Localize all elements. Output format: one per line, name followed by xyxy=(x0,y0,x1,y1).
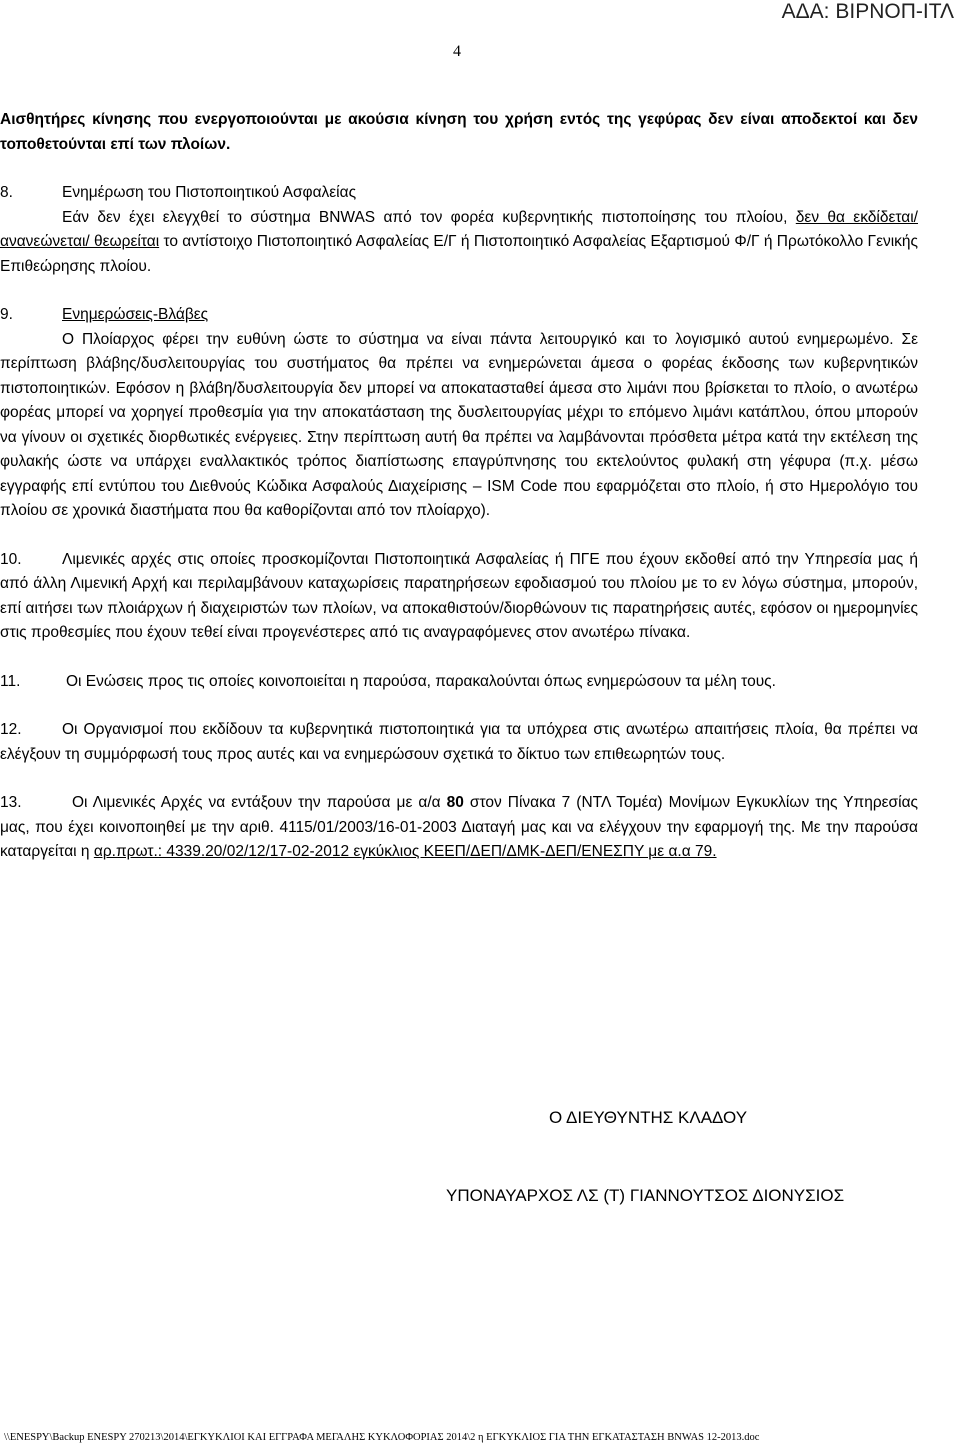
section-12-number: 12. xyxy=(0,721,22,738)
revoked-circular-reference: αρ.πρωτ.: 4339.20/02/12/17-02-2012 εγκύκλιος ΚΕΕΠ/ΔΕΠ/ΔΜΚ-ΔΕΠ/ΕΝΕΣΠΥ με α.α 79. xyxy=(93,843,717,860)
section-9-title: Ενημερώσεις-Βλάβες xyxy=(62,306,209,323)
section-11-number: 11. xyxy=(0,672,21,690)
section-10 xyxy=(0,548,918,646)
section-10-number: 10. xyxy=(0,550,22,568)
section-13-number: 13. xyxy=(0,794,22,811)
section-8-number: 8. xyxy=(0,184,13,201)
signature-name: ΥΠΟΝΑΥΑΡΧΟΣ ΛΣ (Τ) ΓΙΑΝΝΟΥΤΣΟΣ ΔΙΟΝΥΣΙΟΣ xyxy=(446,1186,845,1205)
signature-title: Ο ΔΙΕΥΘΥΝΤΗΣ ΚΛΑΔΟΥ xyxy=(549,1108,748,1127)
circular-aa-number: 80 xyxy=(446,794,464,811)
section-9 xyxy=(0,303,918,524)
section-8 xyxy=(0,181,918,279)
section-8-text: Εάν δεν έχει ελεγχθεί το σύστημα BNWAS από τον φορέα κυβερνητικής πιστοποίησης του πλοίου, δεν θα εκδίδεται/ ανανεώνεται/ θεωρείται το αντίστοιχο Πιστοποιητικό Ασφαλείας Ε/Γ ή Πιστοποιητικό Ασφαλείας Εξαρτισμού Φ/Γ ή Πρωτόκολλο Γενικής Επιθεώρησης πλοίου. xyxy=(0,208,919,275)
section-11 xyxy=(0,670,918,695)
section-10-text: Λιμενικές αρχές στις οποίες προσκομίζονται Πιστοποιητικά Ασφαλείας ή ΠΓΕ που έχουν εκδοθεί από την Υπηρεσία μας ή από άλλη Λιμενική Αρχή και περιλαμβάνουν καταχωρίσεις παρατηρήσεων εφοδιασμού του πλοίου με το εν λόγω σύστημα, μπορούν, επί αιτήσει των πλοιάρχων ή διαχειριστών των πλοίων, να αποκαθιστούν/διορθώνουν τις παρατηρήσεις αυτές, εφόσον οι ημερομηνίες στις προθεσμίες που έχουν τεθεί είναι προγενέστερες από τις αναγραφόμενες στον ανωτέρω πίνακα. xyxy=(0,550,918,641)
ada-code: ΑΔΑ: ΒΙΡΝΟΠ-ΙΤΛ xyxy=(781,0,954,23)
intro-paragraph: Αισθητήρες κίνησης που ενεργοποιούνται με ακούσια κίνηση του χρήση εντός της γεφύρας δεν είναι αποδεκτοί και δεν τοποθετούνται επί των πλοίων. xyxy=(0,111,918,153)
page-number: 4 xyxy=(453,43,461,60)
footer-file-path: \\ENESPY\Backup ENESPY 270213\2014\ΕΓΚΥΚΛΙΟΙ ΚΑΙ ΕΓΓΡΑΦΑ ΜΕΓΑΛΗΣ ΚΥΚΛΟΦΟΡΙΑΣ 2014\2 η ΕΓΚΥΚΛΙΟΣ ΓΙΑ ΤΗΝ ΕΓΚΑΤΑΣΤΑΣΗ BNWAS 12-2013.doc xyxy=(4,1432,760,1443)
section-9-number: 9. xyxy=(0,306,13,323)
document-body xyxy=(0,108,918,865)
section-13: 13. Οι Λιμενικές Αρχές να εντάξουν την παρούσα με α/α 80 στον Πίνακα 7 (ΝΤΛ Τομέα) Μονίμων Εγκυκλίων της Υπηρεσίας μας, που έχει κοινοποιηθεί με την αριθ. 4115/01/2003/16-01-2003 Διαταγή μας και να ελέγχουν την εφαρμογή της. Με την παρούσα καταργείται η αρ.πρωτ.: 4339.20/02/12/17-02-2012 εγκύκλιος ΚΕΕΠ/ΔΕΠ/ΔΜΚ-ΔΕΠ/ΕΝΕΣΠΥ με α.α 79. xyxy=(0,791,918,865)
section-11-text: Οι Ενώσεις προς τις οποίες κοινοποιείται η παρούσα, παρακαλούνται όπως ενημερώσουν τα μέλη τους. xyxy=(66,672,776,690)
section-8-title: Ενημέρωση του Πιστοποιητικού Ασφαλείας xyxy=(62,184,357,201)
section-9-text: Ο Πλοίαρχος φέρει την ευθύνη ώστε το σύστημα να είναι πάντα λειτουργικό και το λογισμικό αυτού ενημερωμένο. Σε περίπτωση βλάβης/δυσλειτουργίας του συστήματος θα πρέπει να ενημερώνεται άμεσα ο φορέας έκδοσης των κυβερνητικών πιστοποιητικών. Εφόσον η βλάβη/δυσλειτουργία δεν μπορεί να αποκατασταθεί άμεσα στο λιμάνι που βρίσκεται το πλοίο, ο ανωτέρω φορέας μπορεί να χορηγεί προθεσμία για την αποκατάσταση της δυσλειτουργίας μέχρι το επόμενο λιμάνι κατάπλου, όπου μπορούν να γίνουν οι σχετικές διορθωτικές ενέργειες. Στην περίπτωση αυτή θα πρέπει να λαμβάνονται πρόσθετα μέτρα κατά την εκτέλεση της φυλακής ώστε να υπάρχει εναλλακτικός τρόπος διαπίστωσης επαγρύπνησης του εκτελούντος φυλακή στη γέφυρα (π.χ. μέσω εγγραφής επί εντύπου του Διεθνούς Κώδικα Ασφαλούς Διαχείρισης – ISM Code που εφαρμόζεται στο πλοίο, ή στο Ημερολόγιο του πλοίου σε χρονικά διαστήματα που θα καθορίζονται από τον πλοίαρχο). xyxy=(0,330,918,519)
section-12 xyxy=(0,718,918,767)
section-12-text: Οι Οργανισμοί που εκδίδουν τα κυβερνητικά πιστοποιητικά για τα υπόχρεα στις ανωτέρω απαιτήσεις πλοία, θα πρέπει να ελέγξουν τη συμμόρφωσή τους προς αυτές και να ενημερώσουν σχετικά το δίκτυο των επιθεωρητών τους. xyxy=(0,721,918,763)
